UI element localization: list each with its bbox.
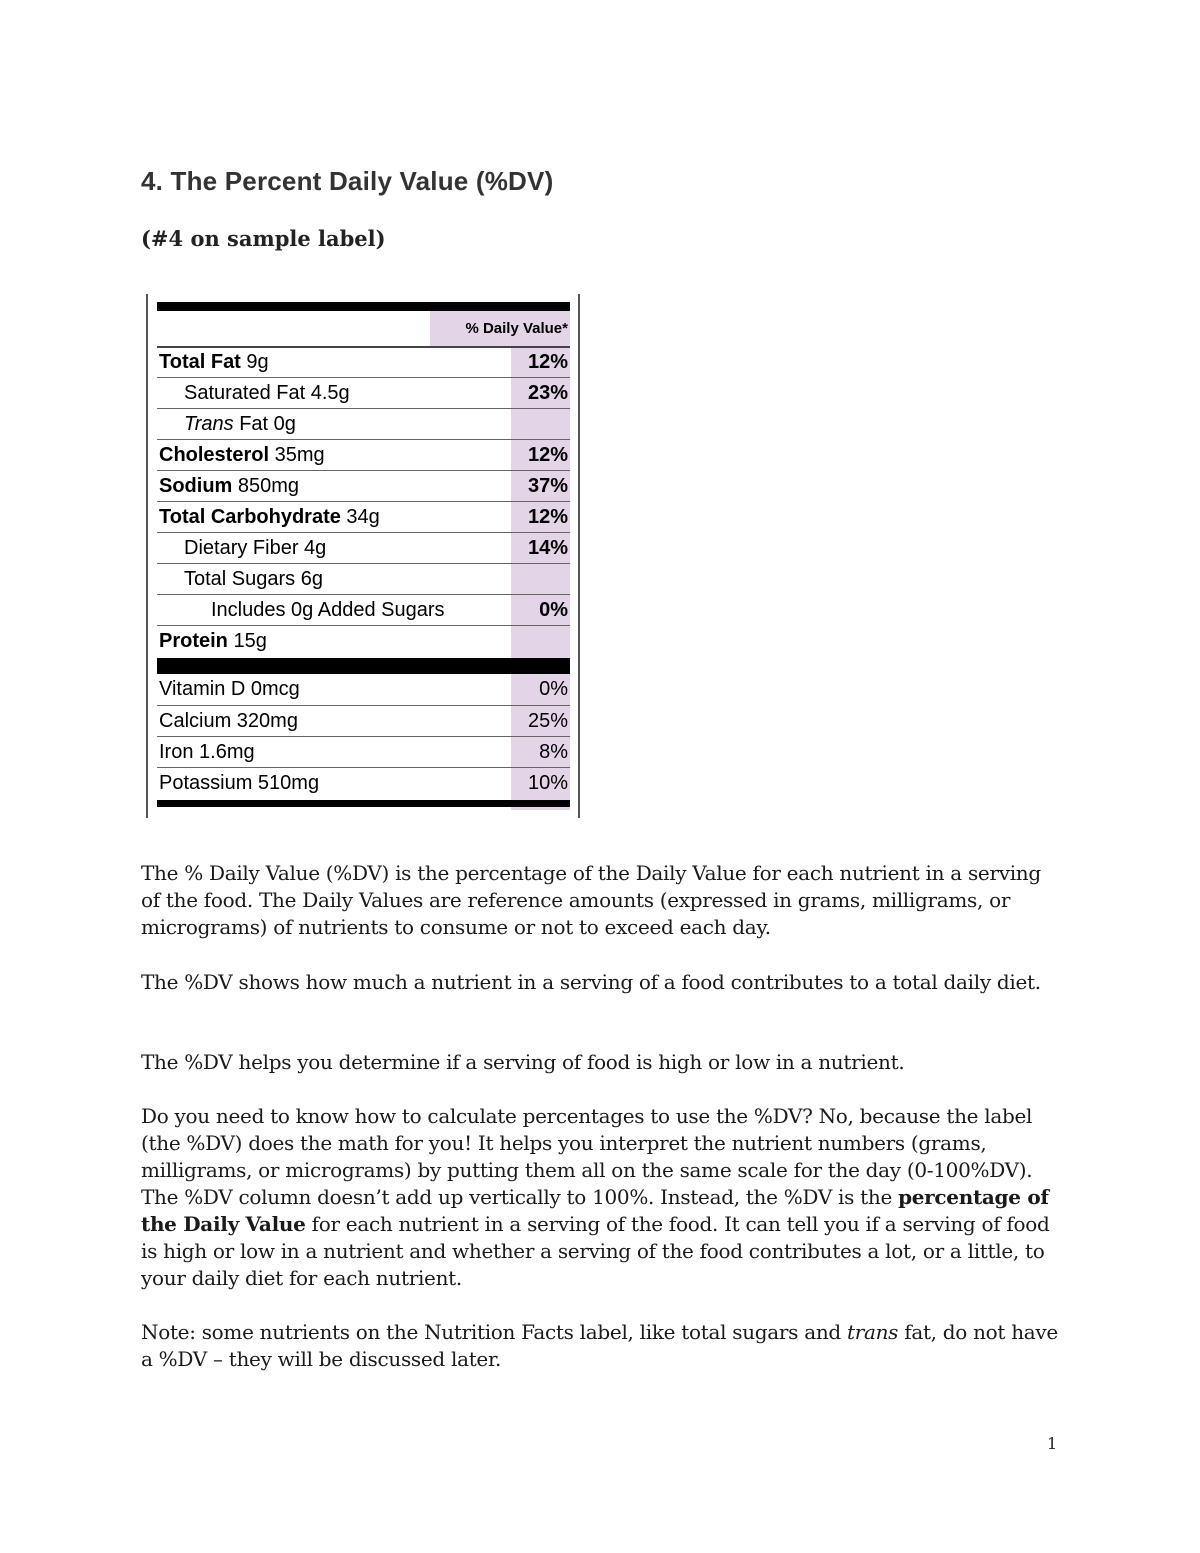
nutrient-name (157, 537, 326, 560)
label-middle-bar (157, 658, 570, 674)
page-number: 1 (1047, 1434, 1058, 1453)
paragraph-contribution: The %DV shows how much a nutrient in a serving of a food contributes to a total daily diet. (141, 970, 1041, 994)
nutrient-name (157, 506, 380, 529)
paragraph-high-low: The %DV helps you determine if a serving of food is high or low in a nutrient. (141, 1050, 905, 1074)
nutrient-name (157, 599, 445, 622)
nutrient-name-bold: Cholesterol (159, 443, 270, 466)
nutrient-daily-value: 14% (527, 536, 568, 559)
paragraph-note (141, 1319, 1061, 1373)
mineral-name: Vitamin D 0mcg (159, 678, 300, 700)
mineral-row (157, 736, 570, 767)
nutrient-amount: 34g (340, 505, 380, 528)
nutrient-name (157, 382, 350, 405)
paragraph-calculation (141, 1103, 1061, 1292)
mineral-row (157, 767, 570, 798)
nutrient-row (157, 532, 570, 563)
paragraph-definition: The % Daily Value (%DV) is the percentage of the Daily Value for each nutrient in a serving of the food. The Daily Values are reference amounts (expressed in grams, milligrams, or micrograms) of nutrients to consume or not to exceed each day. (141, 861, 1041, 939)
mineral-daily-value: 8% (539, 740, 568, 763)
nutrient-name (157, 475, 299, 498)
nutrient-amount: 15g (227, 629, 267, 652)
nutrient-amount: Includes 0g Added Sugars (211, 598, 445, 621)
nutrient-name (157, 630, 267, 653)
paragraph-calculation-text: Do you need to know how to calculate percentages to use the %DV? No, because the label (the %DV) does the math for you! It helps you interpret the nutrient numbers (grams, milligrams, or micrograms) by putting them all on the same scale for the day (0-100%DV). The %DV column doesn’t add up vertically to 100%. Instead, the %DV is the (141, 1104, 1033, 1209)
sample-label-reference: (#4 on sample label) (141, 226, 386, 251)
nutrient-amount: Dietary Fiber 4g (184, 536, 327, 559)
mineral-daily-value: 10% (527, 771, 568, 794)
nutrient-name (157, 351, 269, 374)
nutrition-facts-label (146, 294, 580, 818)
mineral-name: Potassium 510mg (159, 771, 320, 794)
nutrient-amount: Total Sugars 6g (184, 567, 323, 590)
nutrient-row (157, 625, 570, 656)
nutrient-amount: Fat 0g (233, 412, 296, 435)
nutrient-daily-value: 12% (527, 505, 568, 528)
page-heading: 4. The Percent Daily Value (%DV) (141, 166, 554, 196)
nutrient-row (157, 408, 570, 439)
nutrient-name-italic: Trans (184, 412, 234, 435)
label-bottom-bar (157, 800, 570, 807)
paragraph-note-italic: trans (846, 1320, 899, 1344)
mineral-name: Calcium 320mg (159, 709, 298, 732)
nutrient-amount: 35mg (269, 443, 325, 466)
nutrient-row (157, 439, 570, 470)
nutrient-row (157, 594, 570, 625)
nutrient-name-bold: Protein (159, 629, 228, 652)
nutrient-row (157, 470, 570, 501)
daily-value-header (157, 311, 570, 346)
label-top-bar (157, 302, 570, 311)
nutrient-name-bold: Total Fat (159, 351, 241, 373)
paragraph-calculation-text-end: for each nutrient in a serving of the food. It can tell you if a serving of food is high or low in a nutrient and whether a serving of the food contributes a lot, or a little, to your daily diet for each nutrient. (141, 1212, 1050, 1290)
nutrient-row (157, 377, 570, 408)
nutrient-daily-value: 12% (527, 443, 568, 466)
paragraph-note-text-end: fat, do not have a %DV – they will be discussed later. (141, 1320, 1058, 1371)
mineral-row (157, 705, 570, 736)
mineral-name: Iron 1.6mg (159, 740, 255, 763)
nutrient-amount: 850mg (232, 474, 300, 497)
nutrient-amount: Saturated Fat 4.5g (184, 381, 350, 404)
nutrient-name-bold: Total Carbohydrate (159, 505, 341, 528)
mineral-row (157, 674, 570, 705)
daily-value-header-label: % Daily Value* (465, 320, 568, 337)
nutrient-row (157, 563, 570, 594)
mineral-daily-value: 0% (539, 678, 568, 700)
nutrient-row (157, 346, 570, 377)
nutrient-name (157, 444, 325, 467)
paragraph-calculation-emphasis: percentage of the Daily Value (141, 1185, 1049, 1236)
nutrient-daily-value: 23% (527, 381, 568, 404)
paragraph-note-text: Note: some nutrients on the Nutrition Facts label, like total sugars and (141, 1320, 847, 1344)
nutrient-daily-value: 12% (527, 351, 568, 373)
nutrient-amount: 9g (240, 351, 269, 373)
nutrient-daily-value: 37% (527, 474, 568, 497)
nutrient-name (157, 413, 296, 436)
nutrient-daily-value: 0% (539, 598, 568, 621)
nutrient-row (157, 501, 570, 532)
mineral-daily-value: 25% (527, 709, 568, 732)
nutrient-name-bold: Sodium (159, 474, 233, 497)
nutrient-name (157, 568, 323, 591)
